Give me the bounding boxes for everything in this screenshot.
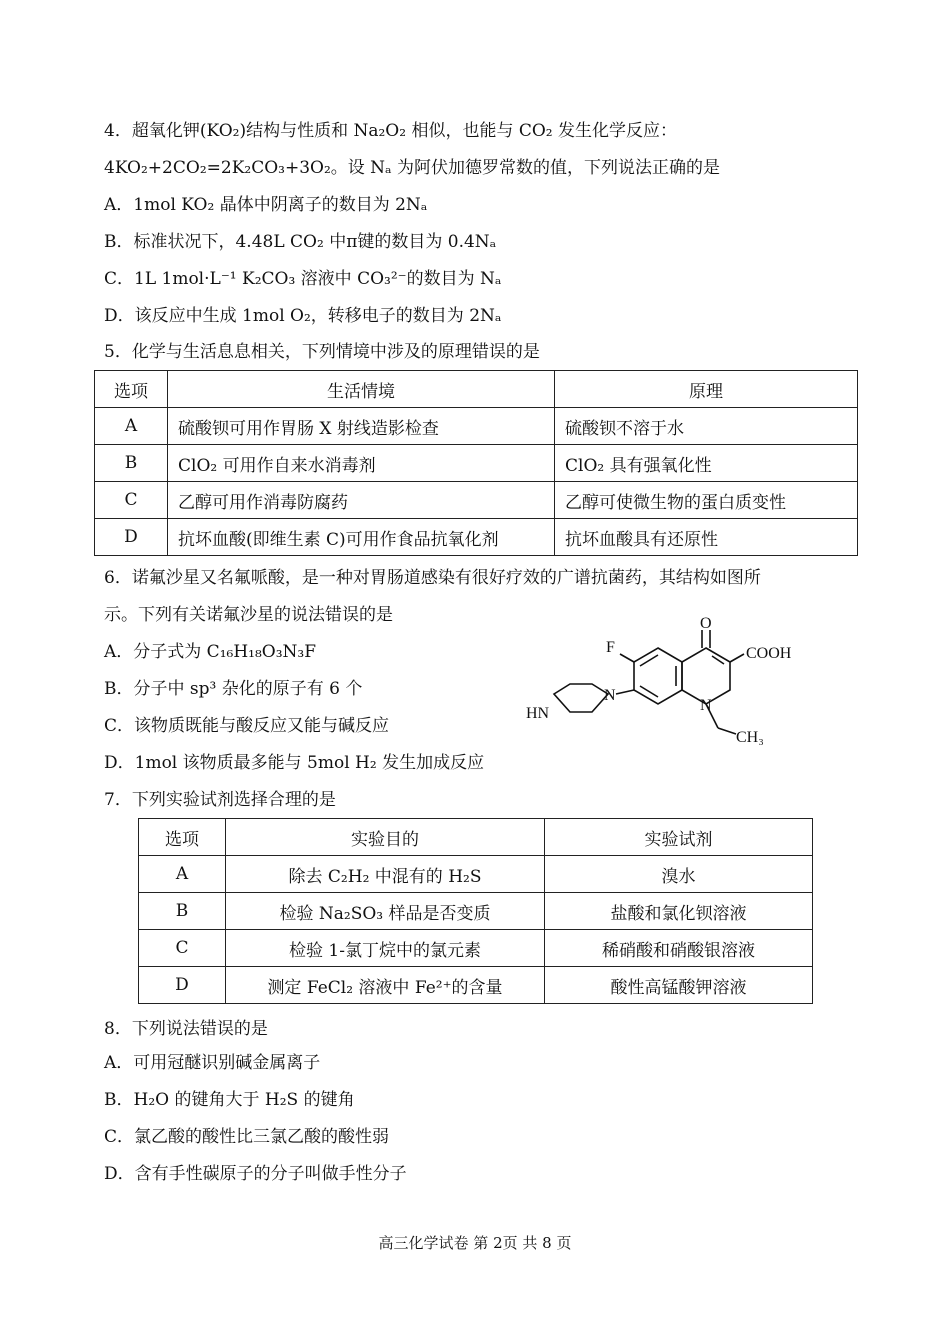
header-cell: 原理 <box>555 371 858 408</box>
table-cell: 测定 FeCl₂ 溶液中 Fe²⁺的含量 <box>226 967 545 1004</box>
table-cell: C <box>139 930 226 967</box>
table-cell: 乙醇可用作消毒防腐药 <box>168 482 555 519</box>
structure-label: CH₃ <box>736 729 764 746</box>
table-header-row <box>95 371 858 408</box>
table-cell: A <box>139 856 226 893</box>
table-cell: 盐酸和氯化钡溶液 <box>545 893 813 930</box>
q8-stem: 8．下列说法错误的是 <box>104 1019 268 1039</box>
table-cell: 除去 C₂H₂ 中混有的 H₂S <box>226 856 545 893</box>
q6-option-c: C．该物质既能与酸反应又能与碱反应 <box>104 716 390 736</box>
structure-label: F <box>606 639 615 656</box>
norfloxacin-structure <box>526 612 800 752</box>
q5-table <box>94 370 858 556</box>
table-cell: 乙醇可使微生物的蛋白质变性 <box>555 482 858 519</box>
table-row <box>95 482 858 519</box>
pyridone-ring <box>682 648 730 704</box>
table-cell: ClO₂ 可用作自来水消毒剂 <box>168 445 555 482</box>
q8-option-d: D．含有手性碳原子的分子叫做手性分子 <box>104 1164 407 1184</box>
table-cell: 抗坏血酸具有还原性 <box>555 519 858 556</box>
q6-stem-cont: 示。下列有关诺氟沙星的说法错误的是 <box>104 605 393 625</box>
header-cell: 实验试剂 <box>545 819 813 856</box>
table-cell: 检验 1-氯丁烷中的氯元素 <box>226 930 545 967</box>
q4-stem: 4．超氧化钾(KO₂)结构与性质和 Na₂O₂ 相似，也能与 CO₂ 发生化学反应： <box>104 121 678 141</box>
q5-stem: 5．化学与生活息息相关，下列情境中涉及的原理错误的是 <box>104 342 540 362</box>
table-cell: 稀硝酸和硝酸银溶液 <box>545 930 813 967</box>
structure-label: HN <box>526 705 550 722</box>
table-row <box>95 408 858 445</box>
q6-option-a: A．分子式为 C₁₆H₁₈O₃N₃F <box>104 642 317 662</box>
table-row <box>139 930 813 967</box>
benzene-ring <box>634 648 682 704</box>
table-row <box>139 967 813 1004</box>
table-cell: 溴水 <box>545 856 813 893</box>
q4-option-d: D．该反应中生成 1mol O₂，转移电子的数目为 2Nₐ <box>104 306 502 326</box>
table-row <box>95 519 858 556</box>
page-footer: 高三化学试卷 第 2页 共 8 页 <box>378 1234 572 1252</box>
structure-label: N <box>604 687 616 704</box>
table-cell: ClO₂ 具有强氧化性 <box>555 445 858 482</box>
piperazine-ring <box>554 684 608 712</box>
q8-option-b: B．H₂O 的键角大于 H₂S 的键角 <box>104 1090 355 1110</box>
q4-option-a: A．1mol KO₂ 晶体中阴离子的数目为 2Nₐ <box>104 195 428 215</box>
table-cell: 硫酸钡不溶于水 <box>555 408 858 445</box>
table-cell: B <box>139 893 226 930</box>
q7-stem: 7．下列实验试剂选择合理的是 <box>104 790 336 810</box>
structure-label: N <box>700 697 712 714</box>
q6-stem: 6．诺氟沙星又名氟哌酸，是一种对胃肠道感染有很好疗效的广谱抗菌药，其结构如图所 <box>104 568 761 588</box>
q8-option-a: A．可用冠醚识别碱金属离子 <box>104 1053 321 1073</box>
table-cell: 抗坏血酸(即维生素 C)可用作食品抗氧化剂 <box>168 519 555 556</box>
header-cell: 实验目的 <box>226 819 545 856</box>
table-header-row <box>139 819 813 856</box>
table-cell: 检验 Na₂SO₃ 样品是否变质 <box>226 893 545 930</box>
structure-label: O <box>700 615 712 632</box>
q4-option-c: C．1L 1mol·L⁻¹ K₂CO₃ 溶液中 CO₃²⁻的数目为 Nₐ <box>104 269 502 289</box>
table-cell: C <box>95 482 168 519</box>
q7-table <box>138 818 813 1004</box>
q6-option-b: B．分子中 sp³ 杂化的原子有 6 个 <box>104 679 363 699</box>
table-cell: 酸性高锰酸钾溶液 <box>545 967 813 1004</box>
structure-label: COOH <box>746 645 792 662</box>
header-cell: 选项 <box>139 819 226 856</box>
q6-option-d: D．1mol 该物质最多能与 5mol H₂ 发生加成反应 <box>104 753 485 773</box>
table-cell: D <box>139 967 226 1004</box>
table-cell: B <box>95 445 168 482</box>
q8-option-c: C．氯乙酸的酸性比三氯乙酸的酸性弱 <box>104 1127 390 1147</box>
table-row <box>95 445 858 482</box>
q4-stem-equation: 4KO₂+2CO₂=2K₂CO₃+3O₂。设 Nₐ 为阿伏加德罗常数的值，下列说法正确的是 <box>104 158 721 178</box>
table-cell: 硫酸钡可用作胃肠 X 射线造影检查 <box>168 408 555 445</box>
table-cell: D <box>95 519 168 556</box>
header-cell: 生活情境 <box>168 371 555 408</box>
table-cell: A <box>95 408 168 445</box>
table-row <box>139 856 813 893</box>
header-cell: 选项 <box>95 371 168 408</box>
q4-option-b: B．标准状况下，4.48L CO₂ 中π键的数目为 0.4Nₐ <box>104 232 497 252</box>
table-row <box>139 893 813 930</box>
